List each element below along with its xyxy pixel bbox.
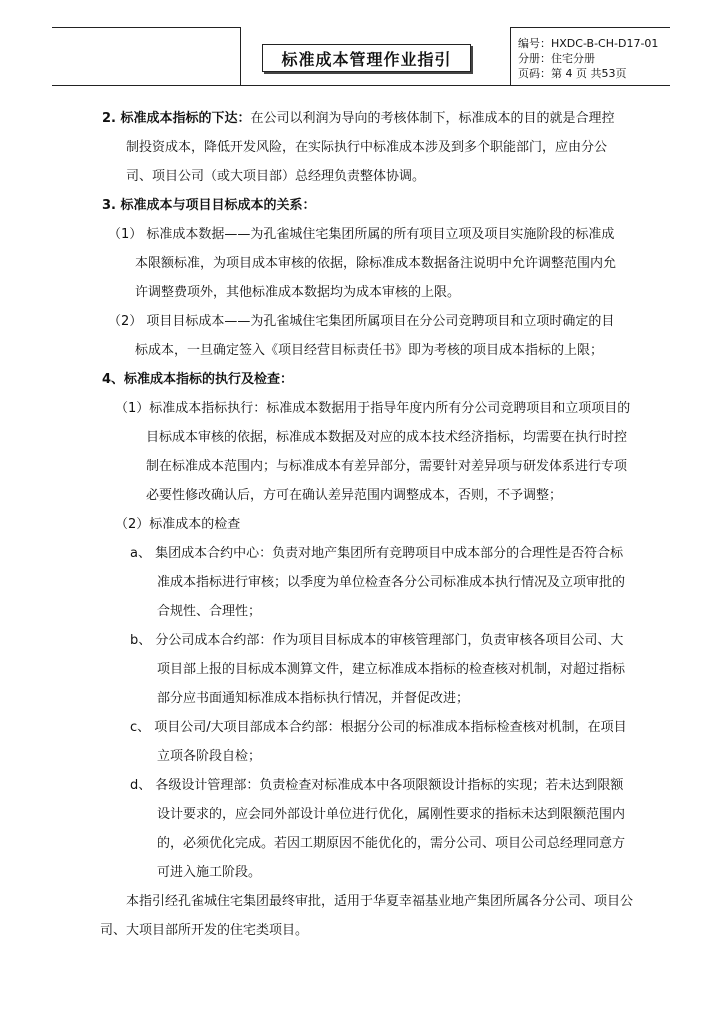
section-3-item-1-line-3: 许调整费项外，其他标准成本数据均为成本审核的上限。 [135,285,461,300]
document-code: 编号：HXDC-B-CH-D17-01 [518,37,659,50]
header-rule-right [510,27,670,28]
section-4-item-1-line-4: 必要性修改确认后，方可在确认差异范围内调整成本，否则，不予调整； [146,488,563,503]
check-item-d-line-4: 可进入施工阶段。 [157,865,262,880]
document-meta [518,36,658,81]
section-2-line-3: 司、项目公司（或大项目部）总经理负责整体协调。 [126,169,426,184]
section-4-item-1-line-1: （1）标准成本指标执行：标准成本数据用于指导年度内所有分公司竞聘项目和立项项目的 [115,401,631,416]
check-item-b-line-2: 项目部上报的目标成本测算文件，建立标准成本指标的检查核对机制，对超过指标 [157,662,626,677]
section-4-heading: 4、标准成本指标的执行及检查： [102,372,294,387]
header-rule-bottom [52,85,670,86]
section-4-item-1-line-2: 目标成本审核的依据，标准成本数据及对应的成本技术经济指标，均需要在执行时控 [146,430,628,445]
check-item-d-line-3: 的，必须优化完成。若因工期原因不能优化的，需分公司、项目公司总经理同意方 [157,836,626,851]
header-rule-top [52,27,240,28]
document-page-number: 页码：第 4 页 共53页 [518,67,627,80]
section-4-item-2-heading: （2）标准成本的检查 [115,517,241,532]
section-2-heading: 2. 标准成本指标的下达： [102,111,251,126]
check-item-a-line-2: 准成本指标进行审核；以季度为单位检查各分公司标准成本执行情况及立项审批的 [157,575,626,590]
section-3-item-2-line-2: 标成本，一旦确定签入《项目经营目标责任书》即为考核的项目成本指标的上限； [135,343,604,358]
section-3-item-2-line-1: （2） 项目目标成本——为孔雀城住宅集团所属项目在分公司竞聘项目和立项时确定的目 [108,314,615,329]
check-item-d-line-2: 设计要求的，应会同外部设计单位进行优化，属刚性要求的指标未达到限额范围内 [157,807,626,822]
check-item-a-line-1: a、 集团成本合约中心：负责对地产集团所有竞聘项目中成本部分的合理性是否符合标 [130,546,624,561]
section-3-item-1-line-2: 本限额标准，为项目成本审核的依据，除标准成本数据备注说明中允许调整范围内允 [135,256,617,271]
header-divider-left [240,27,241,86]
section-4-item-1-line-3: 制在标准成本范围内；与标准成本有差异部分，需要针对差异项与研发体系进行专项 [146,459,628,474]
closing-line-2: 司、大项目部所开发的住宅类项目。 [100,923,309,938]
check-item-c-line-2: 立项各阶段自检； [157,749,262,764]
section-2-line-1: 2. 标准成本指标的下达：在公司以利润为导向的考核体制下，标准成本的目的就是合理控 [102,111,615,126]
check-item-c-line-1: c、 项目公司/大项目部成本合约部：根据分公司的标准成本指标检查核对机制，在项目 [130,720,627,735]
section-3-item-1-line-1: （1） 标准成本数据——为孔雀城住宅集团所属的所有项目立项及项目实施阶段的标准成 [108,227,615,242]
check-item-a-line-3: 合规性、合理性； [157,604,262,619]
check-item-b-line-3: 部分应书面通知标准成本指标执行情况，并督促改进； [157,691,470,706]
header-divider-right [510,27,511,86]
document-title: 标准成本管理作业指引 [262,44,471,72]
document-header [52,27,670,87]
section-2-line-2: 制投资成本，降低开发风险，在实际执行中标准成本涉及到多个职能部门，应由分公 [126,140,608,155]
closing-line-1: 本指引经孔雀城住宅集团最终审批，适用于华夏幸福基业地产集团所属各分公司、项目公 [126,894,634,909]
document-volume: 分册：住宅分册 [518,52,595,65]
check-item-d-line-1: d、 各级设计管理部：负责检查对标准成本中各项限额设计指标的实现；若未达到限额 [130,778,624,793]
check-item-b-line-1: b、 分公司成本合约部：作为项目目标成本的审核管理部门，负责审核各项目公司、大 [130,633,624,648]
section-3-heading: 3. 标准成本与项目目标成本的关系： [102,198,316,213]
